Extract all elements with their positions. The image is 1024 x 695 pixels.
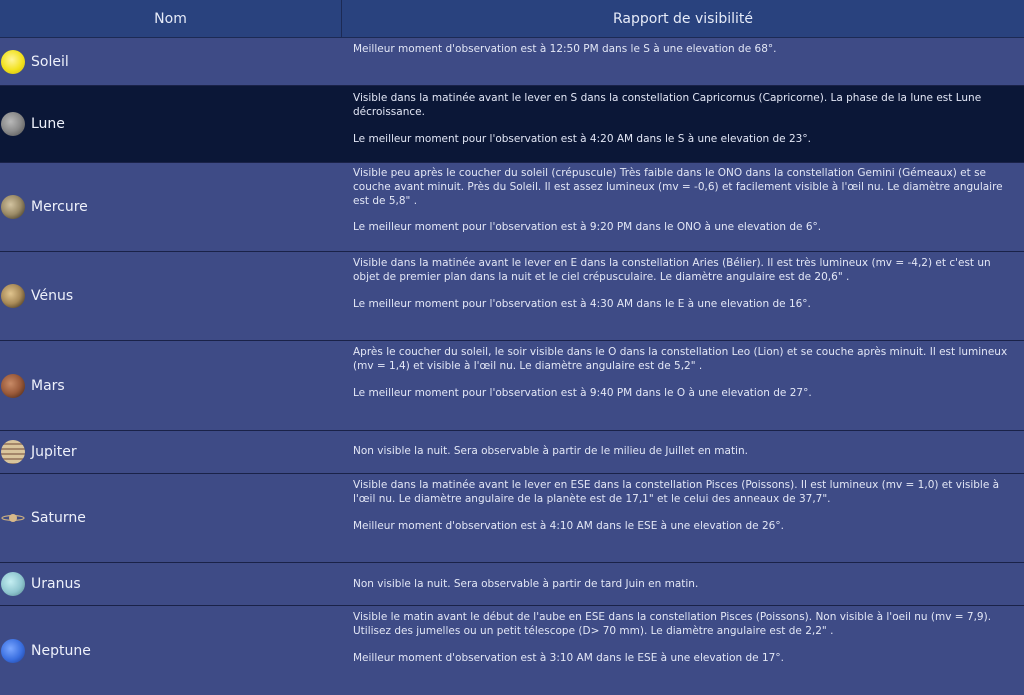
column-header-report[interactable]: Rapport de visibilité [613,11,753,27]
name-cell [0,606,342,695]
planet-name: Lune [31,116,65,132]
report-best-time: Le meilleur moment pour l'observation est à 4:30 AM dans le E à une elevation de 16°. [353,297,811,310]
report-cell [353,611,1020,665]
name-cell [0,163,342,251]
venus-icon [1,284,25,308]
planet-name: Mars [31,377,65,394]
name-cell [0,38,342,85]
report-text: Visible dans la matinée avant le lever en S dans la constellation Capricornus (Capricorne). La phase de la lune est Lune décroissance. [353,92,982,118]
report-cell [353,578,1020,592]
report-text: Visible le matin avant le début de l'aube en ESE dans la constellation Pisces (Poissons). Non visible à l'oeil nu (mv = 7,9). Utilisez des jumelles ou un petit télescope (D> 70 mm). Le diamètre angulaire est de 2,2" . [353,611,992,637]
table-row-mars[interactable] [0,341,1024,431]
table-row-saturne[interactable] [0,474,1024,563]
planet-name: Neptune [31,642,91,659]
report-cell [353,346,1020,400]
planet-name: Vénus [31,288,74,304]
uranus-icon [1,572,25,596]
table-header [0,0,1024,38]
planet-name: Jupiter [31,444,77,460]
planet-name: Soleil [31,53,69,70]
name-cell [0,341,342,430]
planet-name: Mercure [31,199,88,215]
table-row-uranus[interactable] [0,563,1024,606]
report-text: Visible dans la matinée avant le lever en E dans la constellation Aries (Bélier). Il est très lumineux (mv = -4,2) et c'est un objet de premier plan dans la nuit et le ciel crépusculaire. Le diamètre angulaire est de 20,6" . [353,257,991,283]
table-row-venus[interactable] [0,252,1024,341]
report-text: Meilleur moment d'observation est à 12:50 PM dans le S à une elevation de 68°. [353,43,777,55]
planet-name: Saturne [31,510,86,526]
table-row-mercure[interactable] [0,163,1024,252]
sun-icon [1,50,25,74]
name-cell [0,563,342,605]
report-best-time: Meilleur moment d'observation est à 4:10 AM dans le ESE à une elevation de 26°. [353,519,784,532]
saturn-icon [1,506,25,530]
table-row-jupiter[interactable] [0,431,1024,474]
table-row-neptune[interactable] [0,606,1024,695]
name-cell [0,474,342,562]
report-best-time: Le meilleur moment pour l'observation est à 9:20 PM dans le ONO à une elevation de 6°. [353,221,822,234]
table-row-soleil[interactable] [0,38,1024,86]
report-best-time: Le meilleur moment pour l'observation est à 4:20 AM dans le S à une elevation de 23°. [353,132,811,145]
planet-name: Uranus [31,576,81,592]
report-text: Non visible la nuit. Sera observable à partir de le milieu de Juillet en matin. [353,445,748,457]
report-cell [353,43,1020,57]
report-cell [353,479,1020,533]
name-cell [0,86,342,162]
report-text: Visible peu après le coucher du soleil (crépuscule) Très faible dans le ONO dans la constellation Gemini (Gémeaux) et se couche avant minuit. Près du Soleil. Il est assez lumineux (mv = -0,6) et facilement visible à l'œil nu. Le diamètre angulaire est de 5,8" . [353,167,1003,207]
mars-icon [1,374,25,398]
table-row-lune[interactable] [0,86,1024,163]
name-cell [0,431,342,473]
column-header-name[interactable]: Nom [0,0,342,37]
report-cell [353,92,1020,146]
report-text: Visible dans la matinée avant le lever en ESE dans la constellation Pisces (Poissons). Il est lumineux (mv = 1,0) et visible à l'œil nu. Le diamètre angulaire de la planète est de 17,1" et le celui des anneaux de 37,7". [353,479,1000,505]
report-best-time: Le meilleur moment pour l'observation est à 9:40 PM dans le O à une elevation de 27°. [353,386,812,399]
neptune-icon [1,639,25,663]
report-text: Non visible la nuit. Sera observable à partir de tard Juin en matin. [353,578,699,590]
moon-icon [1,112,25,136]
mercury-icon [1,195,25,219]
report-best-time: Meilleur moment d'observation est à 3:10 AM dans le ESE à une elevation de 17°. [353,651,784,664]
report-cell [353,257,1020,311]
name-cell [0,252,342,340]
report-cell [353,445,1020,459]
report-cell [353,167,1020,235]
jupiter-icon [1,440,25,464]
report-text: Après le coucher du soleil, le soir visible dans le O dans la constellation Leo (Lion) et se couche après minuit. Il est lumineux (mv = 1,4) et visible à l'œil nu. Le diamètre angulaire est de 5,2" . [353,346,1008,372]
